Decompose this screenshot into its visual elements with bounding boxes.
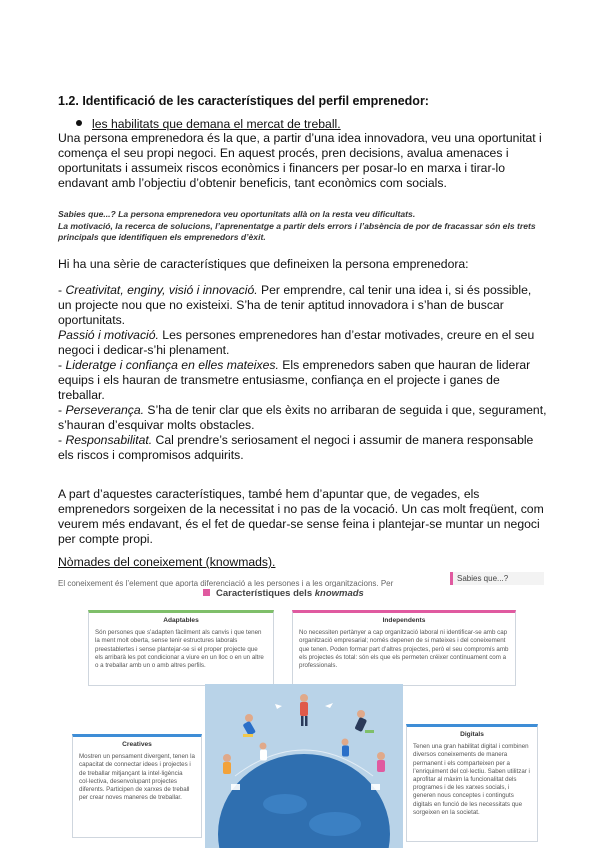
trait-item: - Responsabilitat. Cal prendre’s seriosament el negoci i assumir de manera responsable els riscos i compromisos adquirits. — [58, 433, 534, 462]
bullet-text: les habilitats que demana el mercat de treball. — [92, 117, 341, 131]
box-title: Digitals — [460, 731, 484, 738]
box-title: Adaptables — [163, 617, 199, 624]
sabies-line-1: Sabies que...? La persona emprenedora veu oportunitats allà on la resta veu dificultats. — [58, 209, 416, 219]
sabies-line-2: La motivació, la recerca de solucions, l’aprenentatge a partir dels errors i l’absència de por de fracassar són els trets principals que identifiquen els emprenedors d’èxit. — [58, 220, 536, 242]
sabies-que-note — [58, 209, 548, 244]
laptop-icon — [371, 784, 380, 790]
section-heading: 1.2. Identificació de les característiques del perfil emprenedor: — [58, 94, 429, 108]
box-text: No necessiten pertànyer a cap organització laboral ni identificar-se amb cap organització empresarial; només depenen de si mateixes i del coneixement que tenen. Poden formar part d’altres projectes, però el seu compromís amb els projectes és total: són els que els permeten créixer contínuament com a professionals. — [299, 629, 509, 670]
figure-cut-text: El coneixement és l’element que aporta diferenciació a les persones i a les organitzacions. Per — [58, 580, 394, 587]
paragraph-traits-intro: Hi ha una sèrie de característiques que defineixen la persona emprenedora: — [58, 257, 469, 271]
box-digitals — [406, 724, 538, 842]
trait-term: Perseverança. — [65, 403, 145, 417]
knowmads-subheading: Nòmades del coneixement (knowmads). — [58, 555, 276, 569]
person-figure-icon — [260, 743, 268, 761]
traits-list — [58, 283, 548, 463]
trait-item: - Lideratge i confiança en elles mateixes. Els emprenedors saben que hauran de liderar equips i els hauran de transmetre entusiasme, confiança en el projecte i ganes de treballar. — [58, 358, 531, 402]
globe-illustration — [205, 684, 403, 848]
pink-square-icon — [203, 589, 210, 596]
box-adaptables — [88, 610, 274, 686]
trait-item: - Creativitat, enginy, visió i innovació. Per emprendre, cal tenir una idea i, si és possible, un projecte nou que no existeixi. S’ha de tenir aptitud innovadora i s’han de buscar oportunitats. — [58, 283, 532, 327]
trait-term: Lideratge i confiança en elles mateixes. — [65, 358, 279, 372]
box-text: Tenen una gran habilitat digital i combinen diversos coneixements de manera permanent i els comparteixen per a l’enriquiment del col·lectiu. Saben utilitzar i aprofitar al màxim la funcionalitat dels programes i de les xarxes socials, i generen nous conceptes i continguts digitals en funció de les necessitats que sorgeixen en la societat. — [413, 743, 530, 816]
trait-item: Passió i motivació. Les persones emprenedores han d’estar motivades, creure en el seu negoci i dedicar-s’hi plenament. — [58, 328, 535, 357]
box-title: Independents — [382, 617, 426, 624]
box-independents — [292, 610, 516, 686]
paragraph-intro: Una persona emprenedora és la que, a partir d’una idea innovadora, veu una oportunitat i comença el seu propi negoci. En aquest procés, pren decisions, avalua amenaces i oportunitats i assumeix riscos econòmics i financers per posar-lo en marxa i tirar-lo endavant amb l’objectiu d’obtenir beneficis, tant econòmics com socials. — [58, 131, 542, 190]
trait-term: Responsabilitat. — [65, 433, 153, 447]
trait-term: Creativitat, enginy, visió i innovació. — [65, 283, 258, 297]
person-figure-icon — [223, 754, 231, 774]
laptop-icon — [231, 784, 240, 790]
person-figure-icon — [377, 752, 385, 772]
globe-land — [263, 794, 307, 814]
box-text: Mostren un pensament divergent, tenen la capacitat de connectar idees i projectes i de treballar mitjançant la intel·ligència col·lectiva, desenvolupant projectes diferents. Participen de xarxes de treball per crear noves maneres de treballar. — [79, 753, 195, 802]
figure-title: Característiques dels knowmads — [203, 588, 364, 599]
person-figure-icon — [342, 739, 350, 757]
trait-term: Passió i motivació. — [58, 328, 159, 342]
paragraph-necessity: A part d’aquestes característiques, també hem d’apuntar que, de vegades, els emprenedors sorgeixen de la necessitat i no pas de la vocació. Un cas molt freqüent, com veurem més endavant, és el fet de quedar-se sense feina i plantejar-se muntar un negoci per compte propi. — [58, 487, 544, 546]
box-text: Són persones que s’adapten fàcilment als canvis i que tenen la ment molt oberta, sense tenir estructures laborals preestablertes i sense plantejar-se si el proper projecte que els arribarà les pot condicionar a viure en un lloc o en un altre o a treballar amb un o amb altres perfils. — [95, 629, 264, 670]
bullet-item — [76, 117, 566, 132]
globe-land — [309, 812, 361, 836]
figure-sabies-tag: Sabies que...? — [450, 572, 544, 585]
trait-item: - Perseverança. S’ha de tenir clar que els èxits no arribaran de seguida i que, segurament, s’hauran d’esquivar molts obstacles. — [58, 403, 547, 432]
bullet-dot-icon — [76, 120, 82, 126]
box-title: Creatives — [122, 741, 152, 748]
box-creatives — [72, 734, 202, 838]
knowmads-figure — [58, 572, 544, 848]
